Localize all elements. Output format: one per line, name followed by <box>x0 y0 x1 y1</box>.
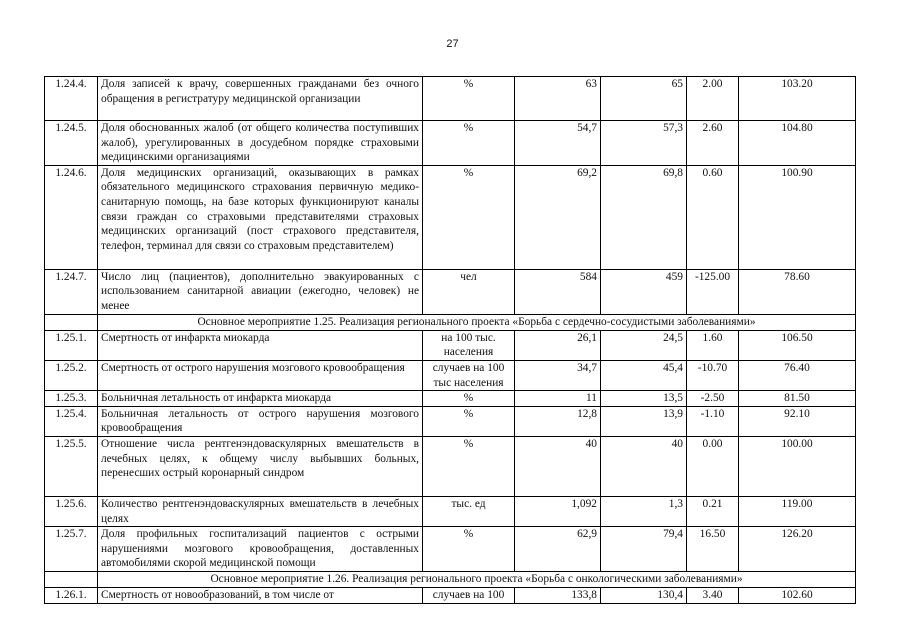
unit-of-measure: % <box>423 391 515 407</box>
value-plan: 1,092 <box>515 496 601 526</box>
value-percent: 102.60 <box>739 587 856 603</box>
value-deviation: -10.70 <box>687 360 739 390</box>
unit-of-measure: чел <box>423 269 515 314</box>
indicator-name: Смертность от новообразований, в том числе от <box>98 587 423 603</box>
unit-of-measure: % <box>423 77 515 121</box>
value-plan: 11 <box>515 391 601 407</box>
row-code: 1.24.6. <box>45 165 98 269</box>
value-plan: 34,7 <box>515 360 601 390</box>
value-fact: 57,3 <box>601 121 687 166</box>
value-fact: 79,4 <box>601 527 687 572</box>
table-row <box>45 269 856 314</box>
indicator-name: Смертность от инфаркта миокарда <box>98 330 423 360</box>
value-deviation: -1.10 <box>687 406 739 436</box>
table-row <box>45 496 856 526</box>
row-code: 1.26.1. <box>45 587 98 603</box>
indicator-name: Доля медицинских организаций, оказывающих в рамках обязательного медицинского страхования первичную медико-санитарную помощь, на базе которых функционируют каналы связи граждан со страховыми представителями страховых медицинских организаций (пост страхового представителя, телефон, терминал для связи со страховым представителем) <box>98 165 423 269</box>
indicators-table <box>44 76 856 604</box>
value-percent: 92.10 <box>739 406 856 436</box>
table-row <box>45 77 856 121</box>
value-percent: 81.50 <box>739 391 856 407</box>
indicator-name: Смертность от острого нарушения мозгового кровообращения <box>98 360 423 390</box>
row-code: 1.25.2. <box>45 360 98 390</box>
row-code: 1.24.5. <box>45 121 98 166</box>
value-fact: 1,3 <box>601 496 687 526</box>
row-code: 1.24.4. <box>45 77 98 121</box>
value-plan: 12,8 <box>515 406 601 436</box>
unit-of-measure: случаев на 100 тыс населения <box>423 360 515 390</box>
indicator-name: Доля профильных госпитализаций пациентов с острыми нарушениями мозгового кровообращения, доставленных автомобилями скорой медицинской помощи <box>98 527 423 572</box>
value-plan: 62,9 <box>515 527 601 572</box>
table-row <box>45 391 856 407</box>
value-fact: 24,5 <box>601 330 687 360</box>
table-body <box>45 77 856 604</box>
value-fact: 40 <box>601 436 687 496</box>
indicator-name: Больничная летальность от инфаркта миокарда <box>98 391 423 407</box>
value-deviation: -2.50 <box>687 391 739 407</box>
row-code: 1.24.7. <box>45 269 98 314</box>
row-code: 1.25.3. <box>45 391 98 407</box>
value-fact: 130,4 <box>601 587 687 603</box>
value-plan: 69,2 <box>515 165 601 269</box>
value-percent: 126.20 <box>739 527 856 572</box>
value-fact: 459 <box>601 269 687 314</box>
value-deviation: 2.00 <box>687 77 739 121</box>
table-row <box>45 527 856 572</box>
value-deviation: 0.21 <box>687 496 739 526</box>
section-empty-cell <box>45 571 98 587</box>
table-row <box>45 165 856 269</box>
page-number: 27 <box>446 38 459 50</box>
value-fact: 69,8 <box>601 165 687 269</box>
value-plan: 133,8 <box>515 587 601 603</box>
row-code: 1.25.5. <box>45 436 98 496</box>
value-deviation: 3.40 <box>687 587 739 603</box>
table-row <box>45 330 856 360</box>
value-deviation: 0.60 <box>687 165 739 269</box>
row-code: 1.25.1. <box>45 330 98 360</box>
section-empty-cell <box>45 314 98 330</box>
unit-of-measure: на 100 тыс. населения <box>423 330 515 360</box>
unit-of-measure: % <box>423 165 515 269</box>
table-row <box>45 360 856 390</box>
value-plan: 26,1 <box>515 330 601 360</box>
row-code: 1.25.7. <box>45 527 98 572</box>
value-percent: 104.80 <box>739 121 856 166</box>
unit-of-measure: случаев на 100 <box>423 587 515 603</box>
value-fact: 13,9 <box>601 406 687 436</box>
value-deviation: 1.60 <box>687 330 739 360</box>
unit-of-measure: % <box>423 436 515 496</box>
row-code: 1.25.6. <box>45 496 98 526</box>
table-row <box>45 436 856 496</box>
value-percent: 106.50 <box>739 330 856 360</box>
unit-of-measure: % <box>423 406 515 436</box>
value-deviation: -125.00 <box>687 269 739 314</box>
value-plan: 584 <box>515 269 601 314</box>
unit-of-measure: % <box>423 121 515 166</box>
value-deviation: 2.60 <box>687 121 739 166</box>
section-row <box>45 571 856 587</box>
value-fact: 65 <box>601 77 687 121</box>
section-title: Основное мероприятие 1.26. Реализация регионального проекта «Борьба с онкологическими заболеваниями» <box>98 571 856 587</box>
value-percent: 100.90 <box>739 165 856 269</box>
indicator-name: Количество рентгенэндоваскулярных вмешательств в лечебных целях <box>98 496 423 526</box>
value-deviation: 0.00 <box>687 436 739 496</box>
indicator-name: Доля записей к врачу, совершенных гражданами без очного обращения в регистратуру медицинской организации <box>98 77 423 121</box>
unit-of-measure: % <box>423 527 515 572</box>
value-plan: 40 <box>515 436 601 496</box>
unit-of-measure: тыс. ед <box>423 496 515 526</box>
section-title: Основное мероприятие 1.25. Реализация регионального проекта «Борьба с сердечно-сосудистыми заболеваниями» <box>98 314 856 330</box>
value-percent: 76.40 <box>739 360 856 390</box>
value-percent: 78.60 <box>739 269 856 314</box>
value-fact: 45,4 <box>601 360 687 390</box>
row-code: 1.25.4. <box>45 406 98 436</box>
indicator-name: Число лиц (пациентов), дополнительно эвакуированных с использованием санитарной авиации (ежегодно, человек) не менее <box>98 269 423 314</box>
value-percent: 103.20 <box>739 77 856 121</box>
table-row <box>45 406 856 436</box>
value-percent: 119.00 <box>739 496 856 526</box>
indicator-name: Отношение числа рентгенэндоваскулярных вмешательств в лечебных целях, к общему числу выбывших больных, перенесших острый коронарный синдром <box>98 436 423 496</box>
value-percent: 100.00 <box>739 436 856 496</box>
value-plan: 63 <box>515 77 601 121</box>
value-deviation: 16.50 <box>687 527 739 572</box>
value-fact: 13,5 <box>601 391 687 407</box>
value-plan: 54,7 <box>515 121 601 166</box>
section-row <box>45 314 856 330</box>
indicator-name: Доля обоснованных жалоб (от общего количества поступивших жалоб), урегулированных в досудебном порядке страховыми медицинскими организациями <box>98 121 423 166</box>
indicator-name: Больничная летальность от острого нарушения мозгового кровообращения <box>98 406 423 436</box>
table-row <box>45 121 856 166</box>
table-row <box>45 587 856 603</box>
